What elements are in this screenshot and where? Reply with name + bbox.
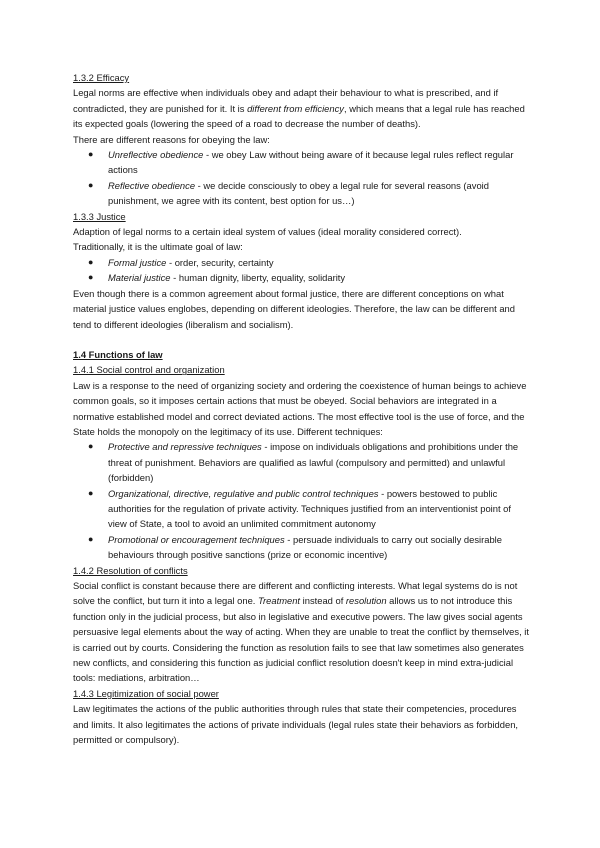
list-item bbox=[73, 147, 531, 178]
text: - we decide consciously to obey a legal rule for several reasons (avoid punishment, we agree with its content, best option for us…) bbox=[108, 179, 489, 207]
term: Unreflective obedience bbox=[108, 149, 204, 161]
bullet-icon: ● bbox=[88, 441, 94, 452]
emphasis: resolution bbox=[345, 595, 387, 607]
bullet-icon: ● bbox=[88, 533, 94, 544]
text: allows us to not introduce this function only in the judicial process, but also in legislative and executive powers. The law gives social agents persuasive legal elements about the way of acting. When they are unable to treat the conflict by themselves, it is carried out by courts. Considering the function as resolution fails to see that law sometimes also generates new conflicts, and considering this function as judicial conflict resolution doesn't keep in mind extra-judicial tools: mediations, arbitration… bbox=[73, 595, 529, 684]
heading-1-4-2: 1.4.2 Resolution of conflicts bbox=[73, 564, 188, 576]
list-item bbox=[73, 439, 531, 485]
heading-1-3-2: 1.3.2 Efficacy bbox=[73, 72, 130, 83]
term: Reflective obedience bbox=[108, 179, 196, 191]
term: Formal justice bbox=[108, 256, 167, 268]
emphasis: Treatment bbox=[258, 595, 301, 607]
bullet-list bbox=[73, 255, 531, 286]
emphasis: different from efficiency bbox=[247, 102, 344, 114]
bullet-icon: ● bbox=[88, 256, 94, 267]
text: - human dignity, liberty, equality, solidarity bbox=[170, 272, 346, 284]
paragraph: Even though there is a common agreement about formal justice, there are different conceptions on what material justice values englobes, depending on different ideologies. Therefore, the law can be different and tend to different ideologies (liberalism and socialism). bbox=[73, 287, 515, 330]
bullet-icon: ● bbox=[88, 179, 94, 190]
term: Protective and repressive techniques bbox=[108, 441, 262, 453]
text: - order, security, certainty bbox=[166, 256, 274, 268]
text: Legal norms are effective when individuals obey and adapt their behaviour to what is prescribed, and if contradicted, they are punished for it. It is bbox=[73, 87, 499, 114]
paragraph: Adaption of legal norms to a certain ideal system of values (ideal morality considered correct). bbox=[73, 226, 462, 238]
heading-1-4-3: 1.4.3 Legitimization of social power bbox=[73, 687, 219, 699]
paragraph: Law legitimates the actions of the public authorities through rules that state their competencies, procedures and limits. It also legitimates the actions of private individuals (legal rules state their behaviors as forbidden, permitted or compulsory). bbox=[73, 703, 519, 746]
list-item bbox=[73, 486, 531, 532]
paragraph: There are different reasons for obeying the law: bbox=[73, 133, 270, 145]
heading-1-4: 1.4 Functions of law bbox=[73, 348, 163, 360]
list-item bbox=[73, 178, 531, 209]
document-page bbox=[73, 70, 531, 747]
paragraph: Law is a response to the need of organizing society and ordering the coexistence of human beings to achieve common goals, so it imposes certain actions that must be obeyed. Social behaviors are integrated in a normative established model and correct deviated actions. The most effective tool is the use of force, and the State holds the monopoly on the legitimacy of its use. Different techniques: bbox=[73, 379, 527, 437]
list-item bbox=[73, 532, 531, 563]
text: - persuade individuals to carry out socially desirable behaviours through positive sanctions (prize or economic incentive) bbox=[108, 533, 502, 561]
text: instead of bbox=[300, 595, 346, 607]
bullet-icon: ● bbox=[88, 149, 94, 160]
paragraph bbox=[73, 578, 531, 686]
bullet-icon: ● bbox=[88, 272, 94, 283]
heading-1-4-1: 1.4.1 Social control and organization bbox=[73, 364, 225, 376]
text: - impose on individuals obligations and prohibitions under the threat of punishment. Behaviors are qualified as lawful (compulsory and permitted) and unlawful (forbidden) bbox=[108, 441, 519, 484]
paragraph bbox=[73, 85, 531, 131]
list-item bbox=[73, 255, 531, 270]
spacer bbox=[73, 332, 531, 347]
text: - we obey Law without being aware of it because legal rules reflect regular actions bbox=[108, 149, 514, 176]
text: , which means that a legal rule has reached its expected goals (lowering the speed of a road to decrease the number of deaths). bbox=[73, 102, 525, 130]
paragraph: Traditionally, it is the ultimate goal of law: bbox=[73, 241, 243, 253]
bullet-list bbox=[73, 147, 531, 209]
bullet-icon: ● bbox=[88, 487, 94, 498]
term: Promotional or encouragement techniques bbox=[108, 533, 285, 545]
bullet-list bbox=[73, 439, 531, 562]
heading-1-3-3: 1.3.3 Justice bbox=[73, 210, 126, 222]
term: Organizational, directive, regulative and public control techniques bbox=[108, 487, 379, 499]
list-item bbox=[73, 270, 531, 285]
text: - powers bestowed to public authorities for the regulation of private activity. Techniques justified from an interventionist point of view of State, a tool to avoid an unlimited commitment autonomy bbox=[108, 487, 511, 530]
term: Material justice bbox=[108, 272, 171, 284]
text: Social conflict is constant because there are different and conflicting interests. What legal systems do is not solve the conflict, but turn it into a legal one. bbox=[73, 580, 518, 607]
